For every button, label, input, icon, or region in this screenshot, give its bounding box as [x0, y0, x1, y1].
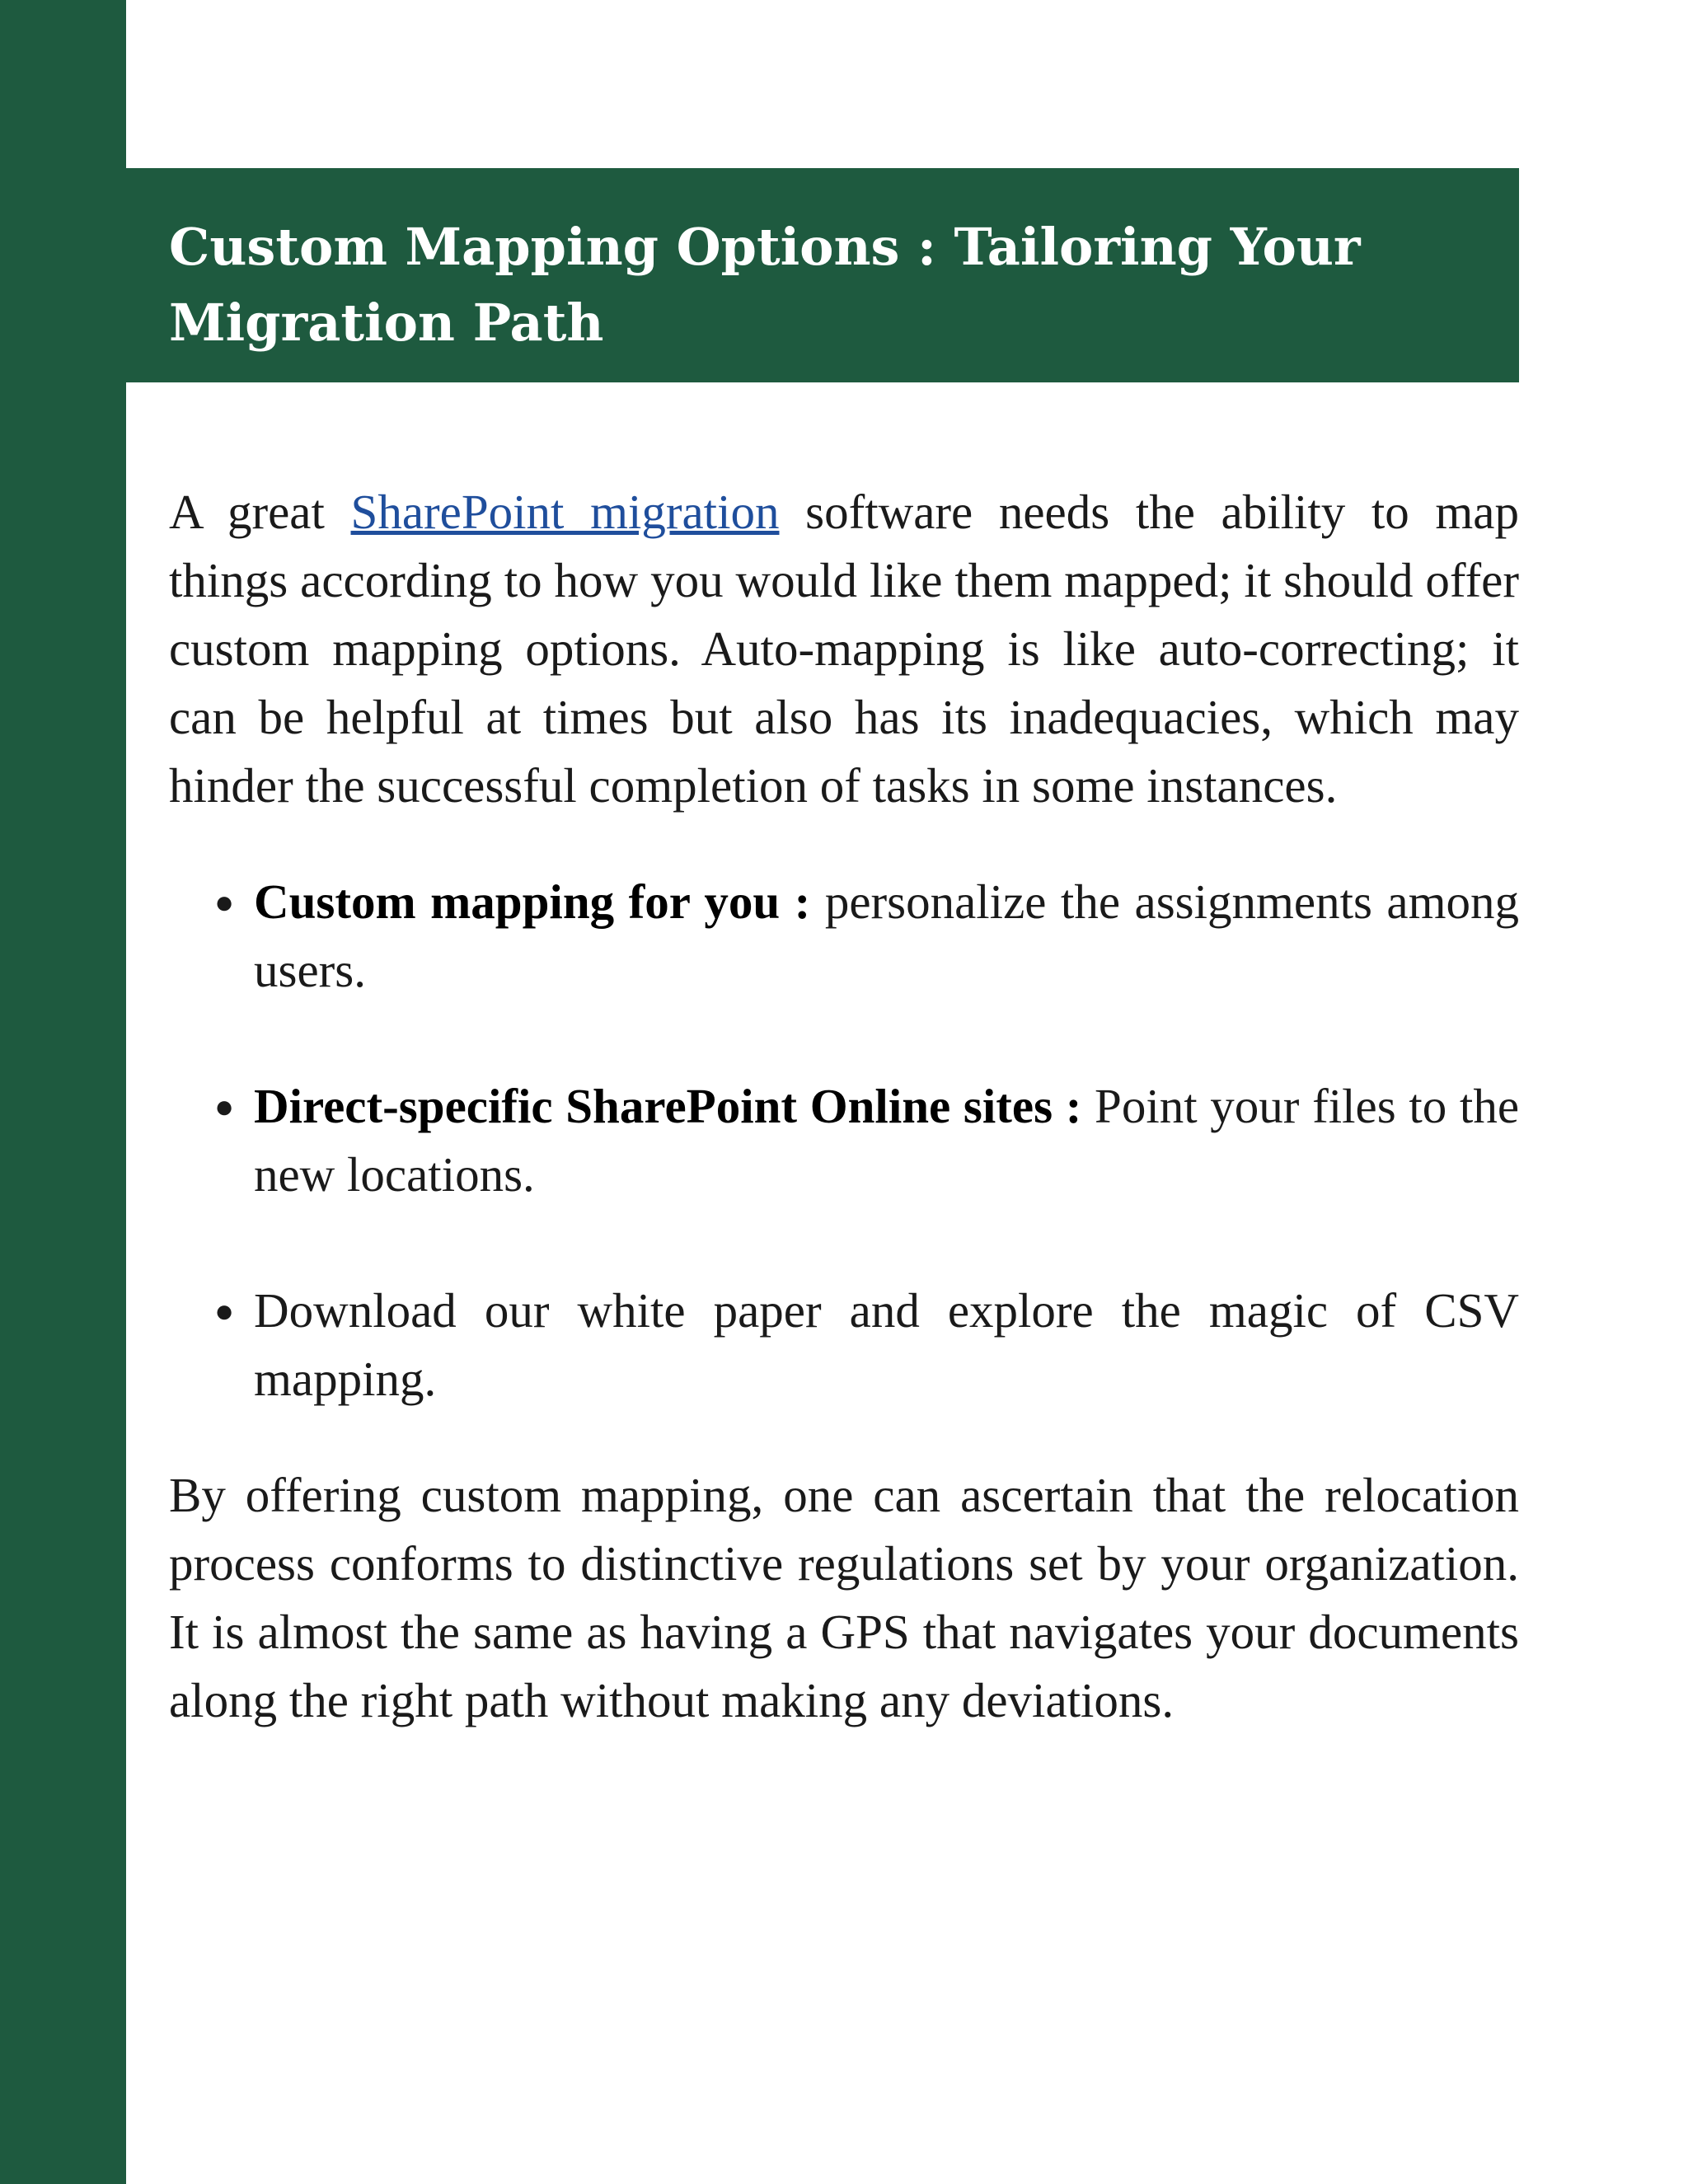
- section-title-line-1: Custom Mapping Options : Tailoring Your: [169, 217, 1361, 277]
- list-item-text: Download our white paper and explore the magic of CSV mapping.: [254, 1283, 1519, 1406]
- closing-paragraph: By offering custom mapping, one can ascertain that the relocation process conforms to distinctive regulations set by your organization. It is almost the same as having a GPS that navigates your documents along the right path without making any deviations.: [169, 1468, 1519, 1727]
- list-item: [169, 1277, 1519, 1413]
- intro-prefix: A great: [169, 485, 351, 539]
- intro-paragraph: [169, 478, 1519, 820]
- list-item: [169, 868, 1519, 1005]
- list-item: [169, 1072, 1519, 1209]
- section-header: [126, 168, 1519, 382]
- body-content: [169, 478, 1519, 1735]
- bullet-icon: ●: [214, 1292, 235, 1329]
- bullet-icon: ●: [214, 1088, 235, 1125]
- bullet-icon: ●: [214, 883, 235, 921]
- list-item-bold: Direct-specific SharePoint Online sites :: [254, 1079, 1082, 1133]
- section-title: [169, 209, 1455, 361]
- sharepoint-migration-link[interactable]: SharePoint migration: [350, 485, 780, 539]
- intro-suffix: software needs the ability to map things according to how you would like them mapped; it should offer custom mapping options. Auto-mapping is like auto-correcting; it can be helpful at times but also has its inadequacies, which may hinder the successful completion of tasks in some instances.: [169, 485, 1519, 813]
- side-accent-bar: [0, 0, 126, 2184]
- list-item-text: Point your files to the new locations.: [254, 1079, 1520, 1202]
- section-title-line-2: Migration Path: [169, 293, 604, 353]
- list-item-text: personalize the assignments among users.: [254, 874, 1519, 997]
- list-item-bold: Custom mapping for you :: [254, 874, 811, 929]
- feature-list: [169, 868, 1519, 1413]
